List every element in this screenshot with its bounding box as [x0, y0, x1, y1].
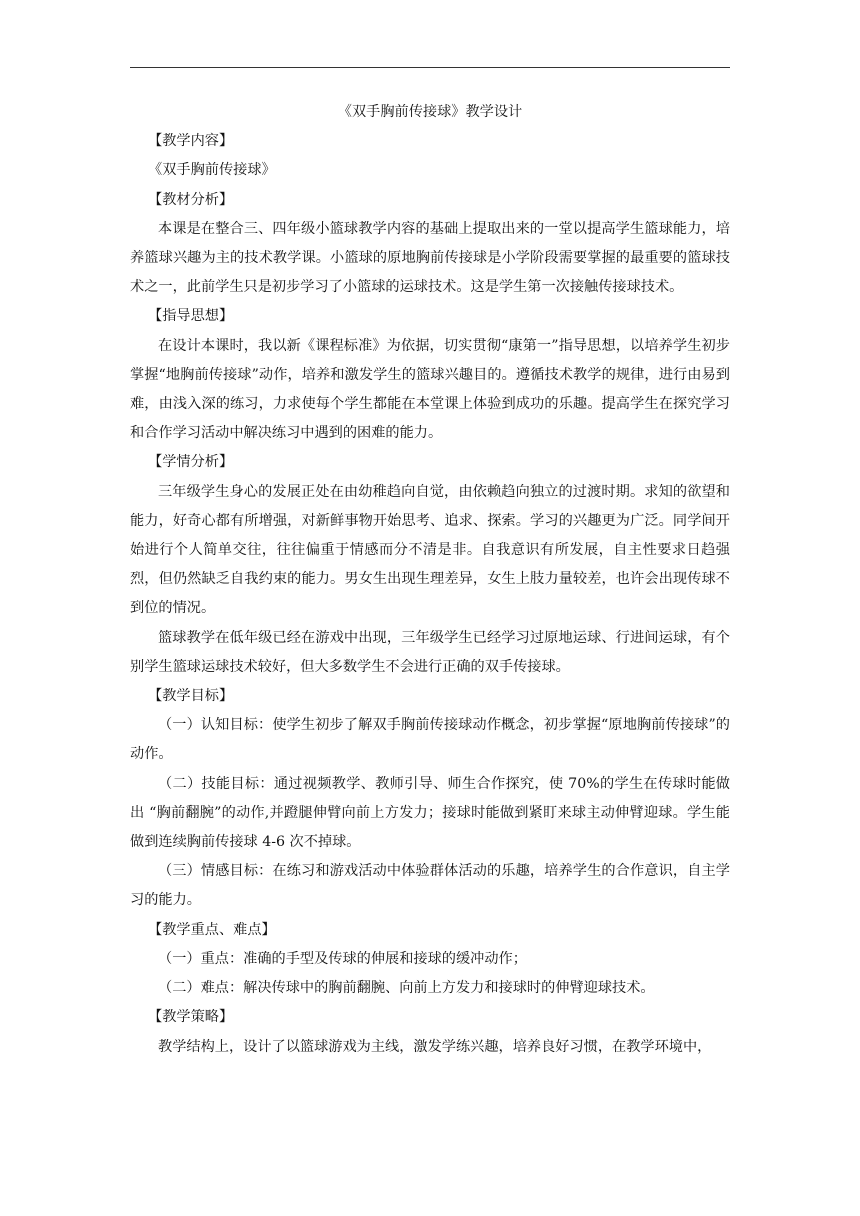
- goal-emotion: （三）情感目标：在练习和游戏活动中体验群体活动的乐趣，培养学生的合作意识，自主学习的能力。: [130, 863, 730, 909]
- content-text: 《双手胸前传接球》: [148, 162, 276, 179]
- student-paragraph-1: 三年级学生身心的发展正处在由幼稚趋向自觉，由依赖趋向独立的过渡时期。求知的欲望和能力，好奇心都有所增强，对新鲜事物开始思考、追求、探索。学习的兴趣更为广泛。同学间开始进行个人简单交往，往往偏重于情感而分不清是非。自我意识有所发展，自主性要求日趋强烈，但仍然缺乏自我约束的能力。男女生出现生理差异，女生上肢力量较差，也许会出现传球不到位的情况。: [130, 483, 730, 617]
- material-paragraph: 本课是在整合三、四年级小篮球教学内容的基础上提取出来的一堂以提高学生篮球能力，培养篮球兴趣为主的技术教学课。小篮球的原地胸前传接球是小学阶段需要掌握的最重要的篮球技术之一，此前学生只是初步学习了小篮球的运球技术。这是学生第一次接触传接球技术。: [130, 220, 730, 296]
- document-title: 《双手胸前传接球》教学设计: [337, 104, 523, 120]
- strategy-paragraph: 教学结构上，设计了以篮球游戏为主线，激发学练兴趣，培养良好习惯，在教学环境中，: [158, 1038, 712, 1055]
- section-heading-goal: 【教学目标】: [148, 688, 234, 705]
- section-heading-key: 【教学重点、难点】: [148, 921, 276, 938]
- section-heading-student: 【学情分析】: [148, 454, 234, 471]
- document-body: [130, 98, 730, 1062]
- guide-paragraph: 在设计本课时，我以新《课程标准》为依据，切实贯彻“康第一”指导思想，以培养学生初步掌握“地胸前传接球”动作，培养和激发学生的篮球兴趣目的。遵循技术教学的规律，进行由易到难，由浅入深的练习，力求使每个学生都能在本堂课上体验到成功的乐趣。提高学生在探究学习和合作学习活动中解决练习中遇到的困难的能力。: [130, 337, 730, 442]
- key-point: （一）重点：准确的手型及传球的伸展和接球的缓冲动作；: [158, 950, 527, 967]
- goal-cognitive: （一）认知目标：使学生初步了解双手胸前传接球动作概念，初步掌握“原地胸前传接球”的动作。: [130, 717, 730, 763]
- goal-skill: （二）技能目标：通过视频教学、教师引导、师生合作探究，使 70%的学生在传球时能做出 “胸前翻腕”的动作,并蹬腿伸臂向前上方发力；接球时能做到紧盯来球主动伸臂迎球。学生能做到连续胸前传接球 4-6 次不掉球。: [130, 775, 730, 851]
- section-heading-content: 【教学内容】: [148, 133, 234, 150]
- section-heading-strategy: 【教学策略】: [148, 1009, 234, 1026]
- difficult-point: （二）难点：解决传球中的胸前翻腕、向前上方发力和接球时的伸臂迎球技术。: [158, 980, 655, 997]
- section-heading-guide: 【指导思想】: [148, 308, 234, 325]
- student-paragraph-2: 篮球教学在低年级已经在游戏中出现，三年级学生已经学习过原地运球、行进间运球，有个别学生篮球运球技术较好，但大多数学生不会进行正确的双手传接球。: [130, 629, 730, 675]
- header-rule: [130, 67, 730, 68]
- section-heading-material: 【教材分析】: [148, 191, 234, 208]
